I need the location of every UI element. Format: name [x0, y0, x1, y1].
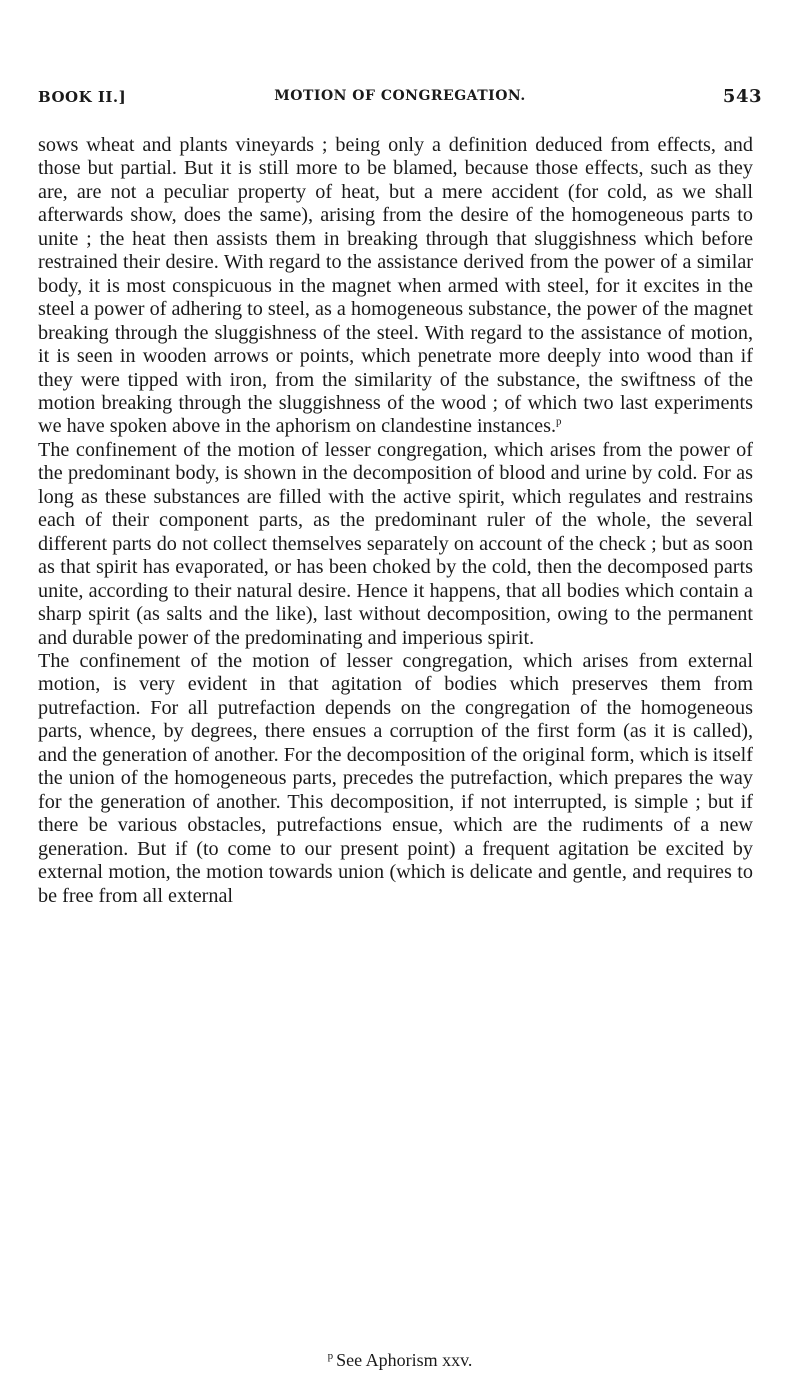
footnote-reference: p: [556, 415, 562, 428]
running-head: [38, 88, 762, 110]
page-number: 543: [722, 86, 762, 107]
paragraph-1: [38, 134, 753, 439]
book-section-label: BOOK II.]: [38, 88, 127, 106]
paragraph-3-text: The confinement of the motion of lesser congregation, which arises from external motion, is very evident in that agitation of bodies which preserves them from putrefaction. For all putrefaction depends on the congregation of the homogeneous parts, whence, by degrees, there ensues a corruption of the first form (as it is called), and the generation of another. For the decomposition of the original form, which is itself the union of the homogeneous parts, precedes the putrefaction, which prepares the way for the generation of another. This decomposition, if not interrupted, is simple ; but if there be various obstacles, putrefactions ensue, which are the rudiments of a new generation. But if (to come to our present point) a frequent agitation be excited by external motion, the motion towards union (which is delicate and gentle, and requires to be free from all external: [38, 649, 753, 907]
paragraph-2: [38, 439, 753, 650]
footnote-mark: p: [327, 1350, 334, 1362]
chapter-title: MOTION OF CONGREGATION.: [274, 88, 526, 104]
footnote-text: See Aphorism xxv.: [336, 1350, 473, 1370]
footnote: [0, 1350, 800, 1371]
body-text: [38, 134, 753, 908]
paragraph-2-text: The confinement of the motion of lesser congregation, which arises from the power of the predominant body, is shown in the decomposition of blood and urine by cold. For as long as these substances are filled with the active spirit, which regulates and restrains each of their component parts, as the predominant ruler of the whole, the several different parts do not collect themselves separately on account of the check ; but as soon as that spirit has evaporated, or has been choked by the cold, then the decomposed parts unite, according to their natural desire. Hence it happens, that all bodies which contain a sharp spirit (as salts and the like), last without decomposition, owing to the permanent and durable power of the predominating and imperious spirit.: [38, 438, 753, 649]
paragraph-3: [38, 650, 753, 908]
paragraph-1-text: sows wheat and plants vineyards ; being only a definition deduced from effects, and those but partial. But it is still more to be blamed, because those effects, such as they are, are not a peculiar property of heat, but a mere accident (for cold, as we shall afterwards show, does the same), arising from the desire of the homogeneous parts to unite ; the heat then assists them in breaking through that sluggishness which before restrained their desire. With regard to the assistance derived from the power of a similar body, it is most conspicuous in the magnet when armed with steel, for it excites in the steel a power of adhering to steel, as a homogeneous substance, the power of the magnet breaking through the sluggishness of the steel. With regard to the assistance of motion, it is seen in wooden arrows or points, which penetrate more deeply into wood than if they were tipped with iron, from the similarity of the substance, the swiftness of the motion breaking through the sluggishness of the wood ; of which two last experiments we have spoken above in the aphorism on clandestine instances.: [38, 134, 753, 438]
